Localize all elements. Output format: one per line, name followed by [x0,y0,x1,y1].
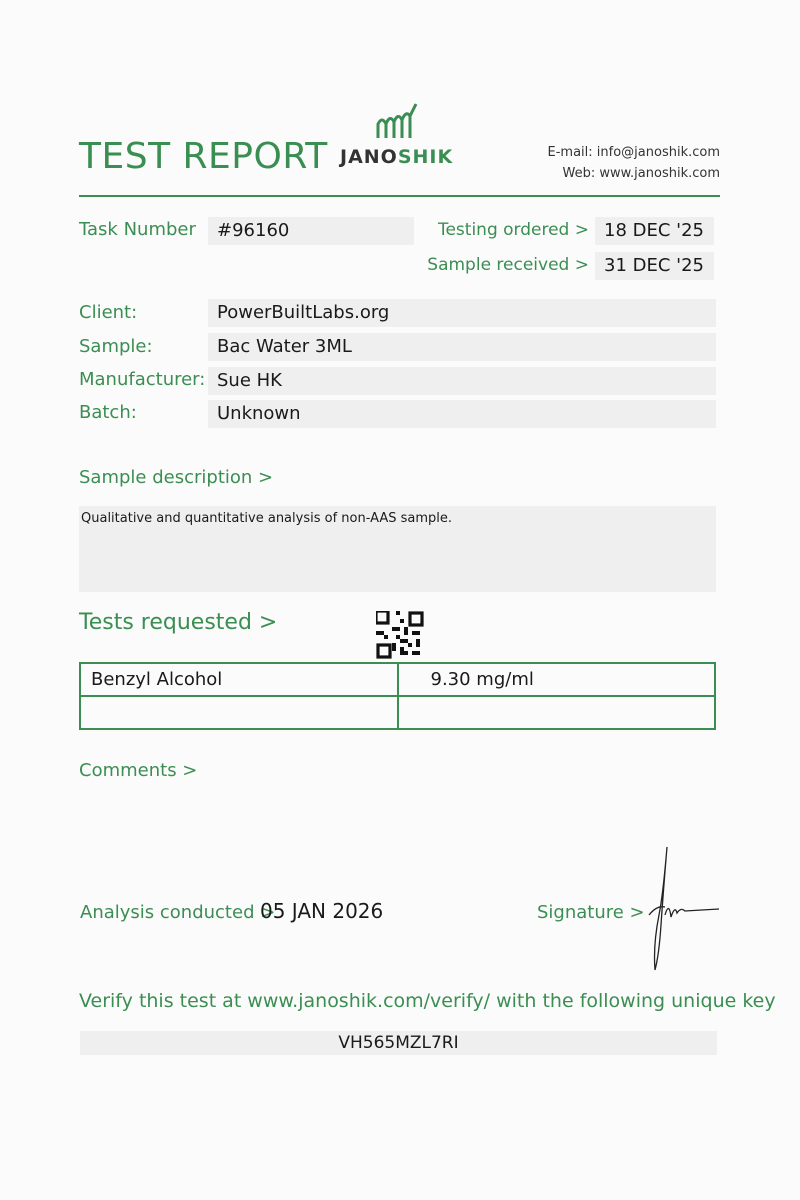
sample-received-field: 31 DEC '25 [595,252,714,280]
testing-ordered-field: 18 DEC '25 [595,217,714,245]
comments-label: Comments > [79,760,198,781]
test-result-cell: 9.30 mg/ml [398,663,716,696]
janoshik-logo [340,102,455,172]
header-divider [79,195,720,197]
testing-ordered-label: Testing ordered > [437,220,589,240]
test-name-cell: Benzyl Alcohol [80,663,398,696]
signature-image [645,845,725,975]
chart-logo-icon [374,102,424,140]
contact-web: Web: www.janoshik.com [562,166,720,181]
sample-description-field: Qualitative and quantitative analysis of non-AAS sample. [79,506,716,592]
sample-received-label: Sample received > [427,255,589,275]
test-name-cell [80,696,398,729]
sample-label: Sample: [79,336,153,357]
client-field: PowerBuiltLabs.org [208,299,716,327]
sample-field: Bac Water 3ML [208,333,716,361]
analysis-conducted-label: Analysis conducted > [80,902,276,923]
client-label: Client: [79,302,138,323]
batch-label: Batch: [79,402,137,423]
analysis-date: 05 JAN 2026 [260,899,384,923]
table-row [80,663,715,696]
logo-text-dark: JANO [340,146,398,168]
verification-key: VH565MZL7RI [80,1031,717,1055]
table-row [80,696,715,729]
tests-requested-label: Tests requested > [79,610,278,635]
test-result-cell [398,696,716,729]
signature-label: Signature > [537,902,645,923]
page-title: TEST REPORT [79,136,328,177]
contact-info [548,142,720,184]
batch-field: Unknown [208,400,716,428]
manufacturer-field: Sue HK [208,367,716,395]
logo-text-green: SHIK [397,146,454,168]
task-number-field: #96160 [208,217,414,245]
manufacturer-label: Manufacturer: [79,369,206,390]
tests-table [79,662,716,730]
sample-description-label: Sample description > [79,467,274,488]
task-number-label: Task Number [79,219,196,240]
verify-instructions: Verify this test at www.janoshik.com/verify/ with the following unique key [79,990,776,1012]
contact-email: E-mail: info@janoshik.com [547,145,720,160]
qr-code-icon [376,611,424,659]
